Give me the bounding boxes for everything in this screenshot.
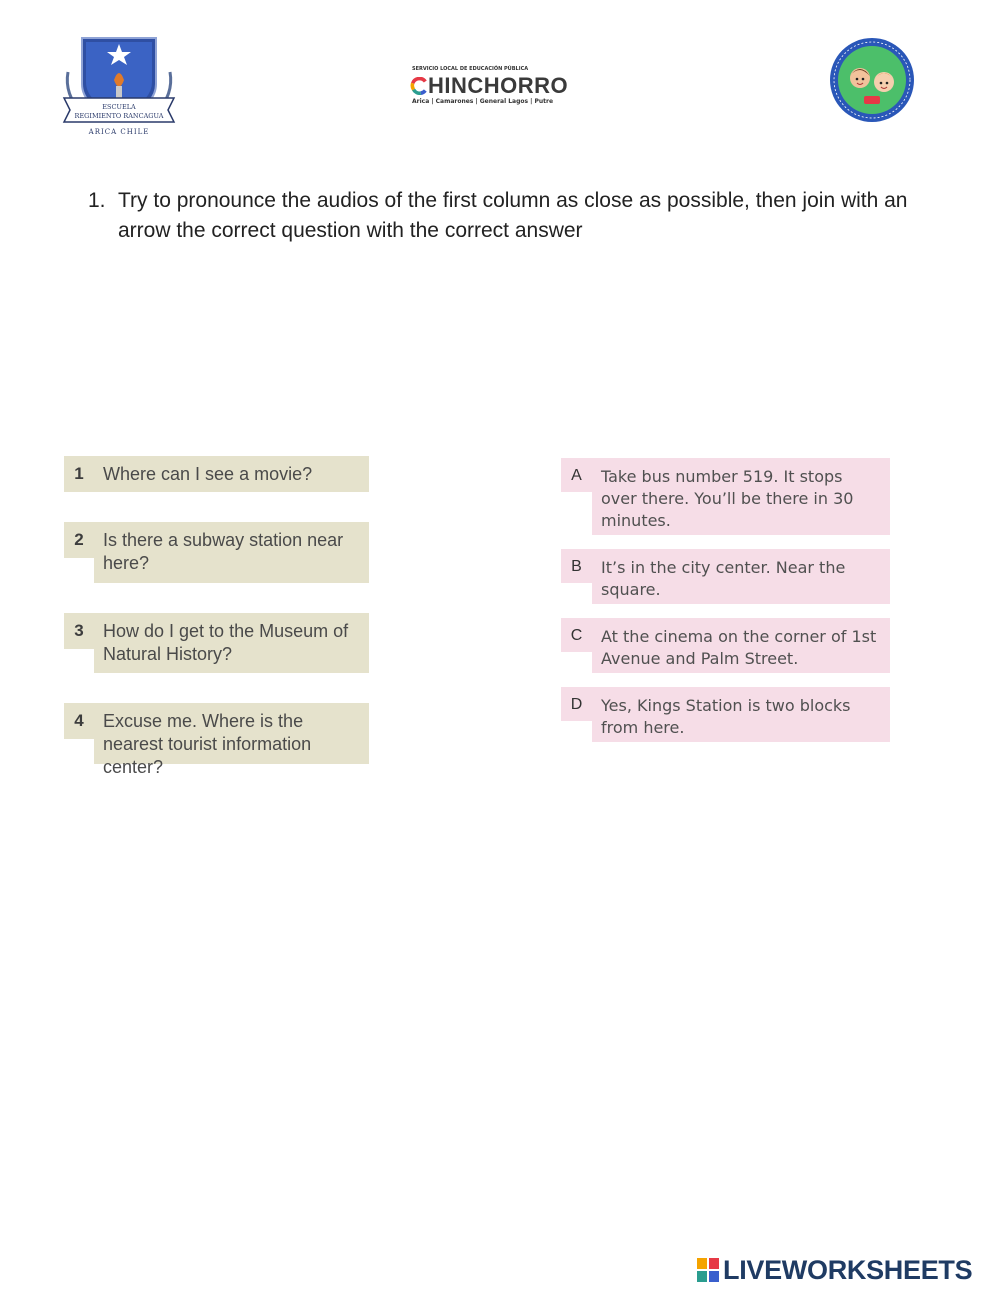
answer-letter: C: [561, 618, 592, 652]
question-item-1[interactable]: [64, 456, 369, 492]
school-crest-icon: [60, 32, 178, 128]
question-item-3[interactable]: [64, 613, 369, 673]
question-text: Where can I see a movie?: [94, 456, 369, 492]
school-crest-lettering: ESCUELA: [102, 103, 136, 111]
instruction: [88, 186, 948, 246]
question-item-4[interactable]: [64, 703, 369, 777]
instruction-number: 1.: [88, 189, 106, 212]
answer-item-d[interactable]: [561, 687, 890, 742]
answer-text: Take bus number 519. It stops over there. You’ll be there in 30 minutes.: [592, 458, 890, 535]
school-city: ARICA CHILE: [88, 128, 150, 136]
circle-logo: [828, 36, 916, 124]
question-number: 1: [64, 456, 94, 492]
school-logo: [60, 32, 178, 142]
question-number: 4: [64, 703, 94, 739]
question-number: 2: [64, 522, 94, 558]
chinchorro-name: HINCHORRO: [428, 73, 569, 98]
answer-text: It’s in the city center. Near the square.: [592, 549, 890, 604]
answer-item-c[interactable]: [561, 618, 890, 673]
chinchorro-sub-line: Arica | Camarones | General Lagos | Putre: [412, 98, 554, 105]
children-circle-emblem-icon: [828, 36, 916, 124]
chinchorro-logo: [410, 66, 610, 110]
answer-item-b[interactable]: [561, 549, 890, 604]
instruction-text: Try to pronounce the audios of the first column as close as possible, then join with an arrow the correct question with the correct answer: [118, 189, 908, 242]
liveworksheets-logo[interactable]: [697, 1255, 972, 1285]
answer-letter: A: [561, 458, 592, 492]
answer-letter: D: [561, 687, 592, 721]
chinchorro-top-line: SERVICIO LOCAL DE EDUCACIÓN PÚBLICA: [412, 66, 529, 72]
answer-item-a[interactable]: [561, 458, 890, 535]
answer-letter: B: [561, 549, 592, 583]
liveworksheets-brand: LIVEWORKSHEETS: [723, 1255, 973, 1285]
question-text: How do I get to the Museum of Natural History?: [94, 613, 369, 673]
question-text: Is there a subway station near here?: [94, 522, 369, 583]
answer-text: At the cinema on the corner of 1st Avenue and Palm Street.: [592, 618, 890, 673]
question-number: 3: [64, 613, 94, 649]
liveworksheets-logo-icon: [697, 1258, 719, 1282]
question-item-2[interactable]: [64, 522, 369, 583]
chinchorro-c-icon: [410, 77, 428, 95]
question-text: Excuse me. Where is the nearest tourist information center?: [94, 703, 369, 764]
school-crest-lettering-2: REGIMIENTO RANCAGUA: [74, 112, 164, 120]
answer-text: Yes, Kings Station is two blocks from here.: [592, 687, 890, 742]
chinchorro-wordmark: [410, 73, 568, 99]
